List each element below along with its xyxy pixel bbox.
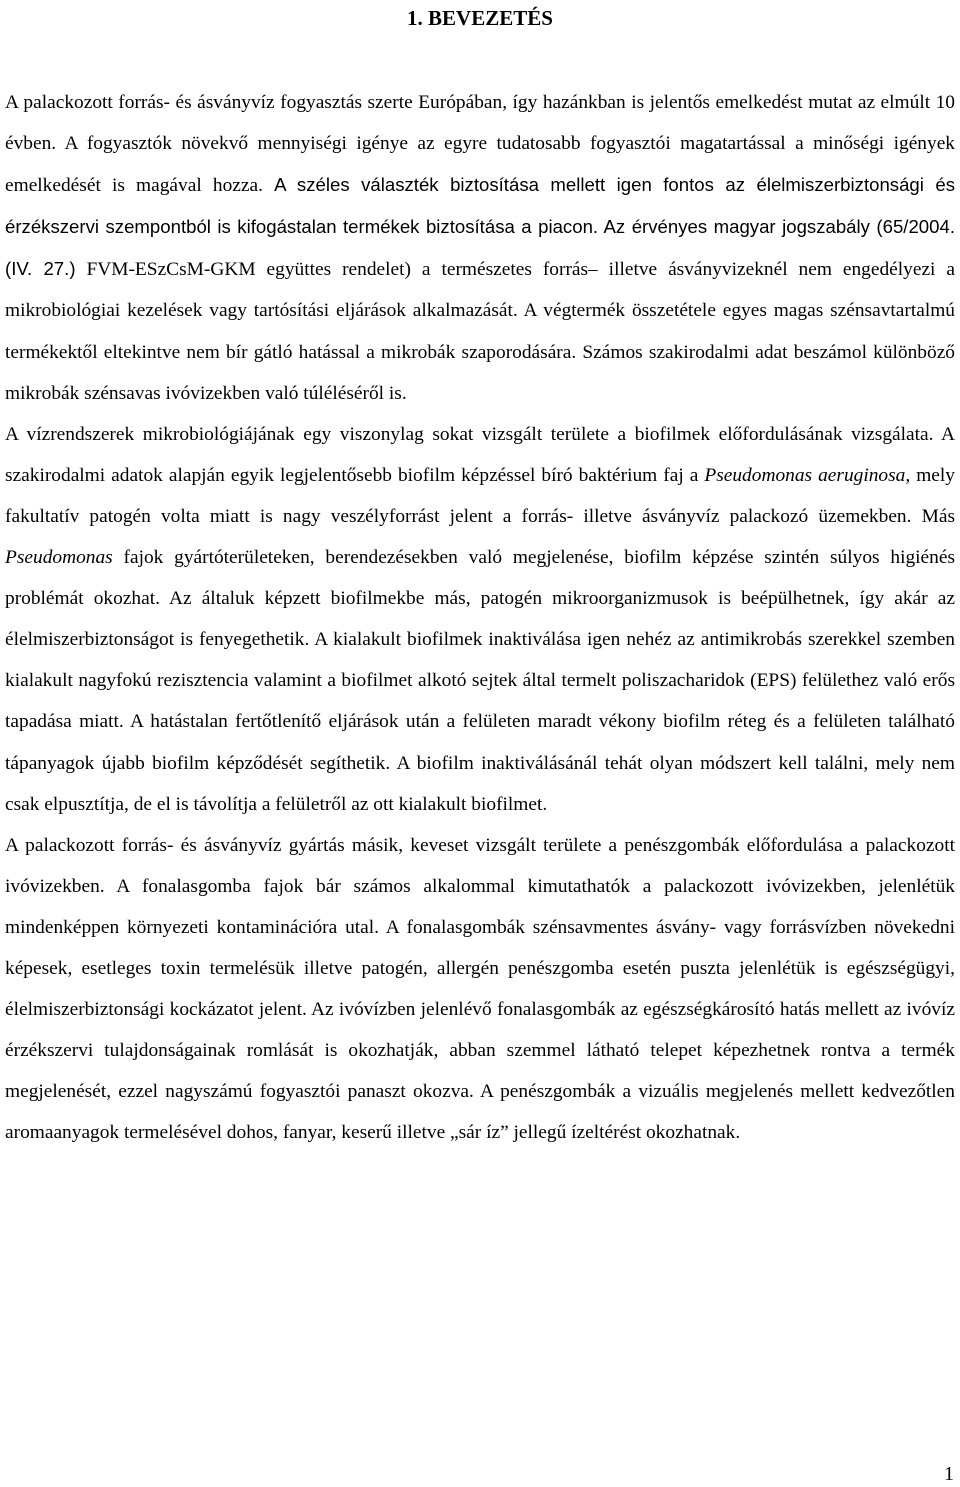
- paragraph-intro-part-1: A palackozott forrás- és ásványvíz fogyasztás szerte Európában, így hazánkban is jelentős emelkedést mutat az elmúlt 10 évben. A fogyasztók növekvő mennyiségi igénye az egyre tudatosabb fogyasztói magatartással a minőségi igények emelkedését is magával hozza.: [5, 92, 955, 197]
- page-number: 1: [944, 1463, 954, 1485]
- species-name-pseudomonas-aeruginosa: Pseudomonas aeruginosa: [704, 464, 906, 486]
- paragraph-intro-part-2: A széles választék biztosítása mellett igen fontos az élelmiszerbiztonsági és érzékszervi szempontból is kifogástalan termékek biztosítása a piacon. Az érvényes magyar jogszabály (65/2004. (IV. 27.): [5, 174, 956, 280]
- paragraph-biofilm: [5, 414, 955, 825]
- body-text: [5, 82, 955, 1153]
- paragraph-intro: [5, 82, 955, 414]
- paragraph-biofilm-part-1: A vízrendszerek mikrobiológiájának egy viszonylag sokat vizsgált területe a biofilmek előfordulásának vizsgálata. A szakirodalmi adatok alapján egyik legjelentősebb biofilm képzéssel bíró baktérium faj a: [5, 423, 955, 486]
- paragraph-mold: [5, 825, 955, 1154]
- paragraph-mold-text: A palackozott forrás- és ásványvíz gyártás másik, keveset vizsgált területe a penészgombák előfordulása a palackozott ivóvizekben. A fonalasgomba fajok bár számos alkalommal kimutathatók a palackozott ivóvizekben, jelenlétük mindenképpen környezeti kontaminációra utal. A fonalasgombák szénsavmentes ásvány- vagy forrásvízben növekedni képesek, esetleges toxin termelésük illetve patogén, allergén penészgomba esetén puszta jelenlétük is egészségügyi, élelmiszerbiztonsági kockázatot jelent. Az ivóvízben jelenlévő fonalasgombák az egészségkárosító hatás mellett az ivóvíz érzékszervi tulajdonságainak romlását is okozhatják, abban szemmel látható telepet képezhetnek rontva a termék megjelenését, ezzel nagyszámú fogyasztói panaszt okozva. A penészgombák a vizuális megjelenés mellett kedvezőtlen aromaanyagok termelésével dohos, fanyar, keserű illetve „sár íz” jellegű ízeltérést okozhatnak.: [5, 834, 955, 1144]
- paragraph-intro-part-3: FVM-ESzCsM-GKM együttes rendelet) a természetes forrás– illetve ásványvizeknél nem engedélyezi a mikrobiológiai kezelések vagy tartósítási eljárások alkalmazását. A végtermék összetétele egyes magas szénsavtartalmú termékektől eltekintve nem bír gátló hatással a mikrobák szaporodására. Számos szakirodalmi adat beszámol különböző mikrobák szénsavas ivóvizekben való túléléséről is.: [5, 259, 955, 404]
- paragraph-biofilm-part-3: fajok gyártóterületeken, berendezésekben való megjelenése, biofilm képzése szintén súlyos higiénés problémát okozhat. Az általuk képzett biofilmekbe más, patogén mikroorganizmusok is beépülhetnek, így akár az élelmiszerbiztonságot is fenyegethetik. A kialakult biofilmek inaktiválása igen nehéz az antimikrobás szerekkel szemben kialakult nagyfokú rezisztencia valamint a biofilmet alkotó sejtek által termelt poliszacharidok (EPS) felülethez való erős tapadása miatt. A hatástalan fertőtlenítő eljárások után a felületen maradt vékony biofilm réteg és a felületen található tápanyagok újabb biofilm képződését segíthetik. A biofilm inaktiválásánál tehát olyan módszert kell találni, mely nem csak elpusztítja, de el is távolítja a felületről az ott kialakult biofilmet.: [5, 547, 955, 815]
- section-heading: 1. BEVEZETÉS: [407, 6, 553, 30]
- paragraph-biofilm-part-2: , mely fakultatív patogén volta miatt is nagy veszélyforrást jelent a forrás- illetve ásványvíz palackozó üzemekben. Más: [5, 464, 955, 527]
- genus-name-pseudomonas: Pseudomonas: [5, 547, 113, 569]
